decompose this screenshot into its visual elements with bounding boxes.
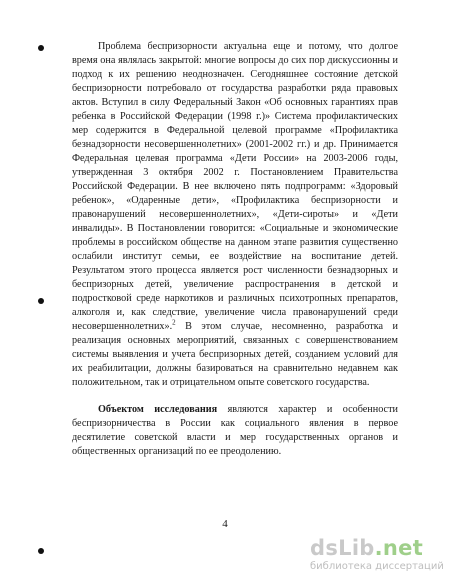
watermark-logo-name: dsLib xyxy=(310,536,375,560)
margin-bullet-bottom xyxy=(38,548,44,554)
research-object-heading: Объектом исследования xyxy=(98,404,218,415)
document-body xyxy=(72,40,398,459)
margin-bullet-top xyxy=(38,45,44,51)
margin-bullet-middle xyxy=(38,298,44,304)
paragraph-1-text: Проблема беспризорности актуальна еще и потому, что долгое время она являлась закрытой: многие вопросы до сих пор дискуссионны и подход к их решению неоднозначен. Сегодняшнее состояние детской беспризорности потребовало от государства разработки ряда правовых актов. Вступил в силу Федеральный Закон «Об основных гарантиях прав ребенка в Российской Федерации (1998 г.)» Система профилактических мер содержится в Федеральной целевой программе «Профилактика безнадзорности несовершеннолетних» (2001-2002 гг.) и др. Принимается Федеральная целевая программа «Дети России» на 2003-2006 годы, утвержденная 3 октября 2002 г. Постановлением Правительства Российской Федерации. В нее включено пять подпрограмм: «Здоровый ребенок», «Одаренные дети», «Профилактика беспризорности и правонарушений несовершеннолетних», «Дети-сироты» и «Дети инвалиды». В Постановлении говорится: «Социальные и экономические проблемы в российском обществе на данном этапе развития существенно ослабили институт семьи, ее воздействие на воспитание детей. Результатом этого процесса является рост численности безнадзорных и беспризорных детей, увеличение распространения в детской и подростковой среде наркотиков и различных психотропных препаратов, алкоголя и, как следствие, увеличение числа правонарушений среди несовершеннолетних». xyxy=(72,41,398,332)
footnote-mark: 2 xyxy=(172,318,176,327)
dslib-watermark xyxy=(310,536,444,576)
watermark-logo-domain: .net xyxy=(374,536,424,560)
paragraph-1 xyxy=(72,40,398,390)
watermark-logo xyxy=(310,536,440,560)
paragraph-2 xyxy=(72,403,398,459)
paragraph-2-text: являются характер и особенности беспризорничества в России как социального явления в первое десятилетие советской власти и мер государственных органов и общественных организаций по ее преодолению. xyxy=(72,404,398,457)
page-number: 4 xyxy=(222,518,228,530)
paragraph-1-continuation: В этом случае, несомненно, разработка и реализация основных мероприятий, связанных с совершенствованием системы выявления и учета беспризорных детей, созданием условий для их реабилитации, должны базироваться на сравнительно недавнем как положительном, так и отрицательном опыте советского государства. xyxy=(72,321,398,388)
watermark-subtitle: библиотека диссертаций xyxy=(310,561,444,572)
